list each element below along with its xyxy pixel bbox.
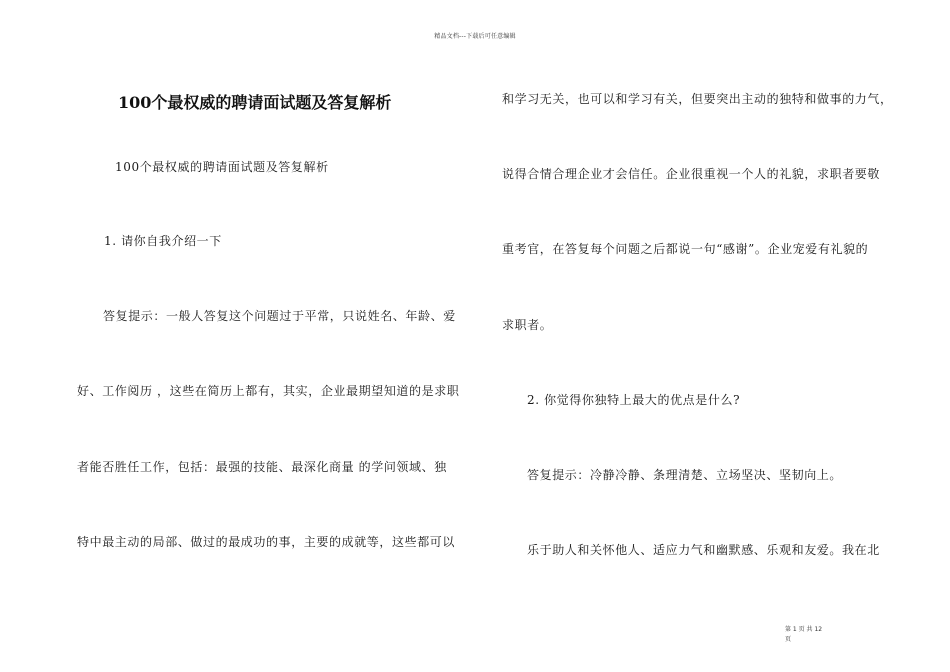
header-note: 精品文档---下载后可任意编辑	[434, 33, 516, 40]
text-line: 重考官，在答复每个问题之后都说一句“感谢”。企业宠爱有礼貌的	[502, 242, 869, 256]
document-title: 100个最权威的聘请面试题及答复解析	[118, 93, 392, 112]
text-line: 好、工作阅历 ，这些在简历上都有，其实，企业最期望知道的是求职	[77, 384, 460, 398]
text-line: 乐于助人和关怀他人、适应力气和幽默感、乐观和友爱。我在北	[527, 543, 880, 557]
page-number-line: 第 1 页 共 12	[785, 626, 823, 633]
text-line: 答复提示：冷静冷静、条理清楚、立场坚决、坚韧向上。	[527, 468, 843, 482]
page-number-line: 页	[785, 636, 792, 643]
page-number	[785, 625, 825, 645]
text-line: 答复提示：一般人答复这个问题过于平常，只说姓名、年龄、爱	[103, 309, 456, 323]
text-line: 求职者。	[502, 318, 553, 332]
text-line: 说得合情合理企业才会信任。企业很重视一个人的礼貌，求职者要敬	[502, 167, 881, 181]
text-line: 和学习无关，也可以和学习有关，但要突出主动的独特和做事的力气，	[502, 92, 893, 106]
text-line: 者能否胜任工作，包括：最强的技能、最深化商量 的学问领域、独	[77, 460, 447, 474]
text-line: 特中最主动的局部、做过的最成功的事，主要的成就等，这些都可以	[77, 535, 456, 549]
subtitle-line: 100个最权威的聘请面试题及答复解析	[115, 160, 329, 174]
question-1-heading: 1. 请你自我介绍一下	[104, 234, 222, 248]
question-2-heading: 2. 你觉得你独特上最大的优点是什么?	[527, 393, 741, 407]
